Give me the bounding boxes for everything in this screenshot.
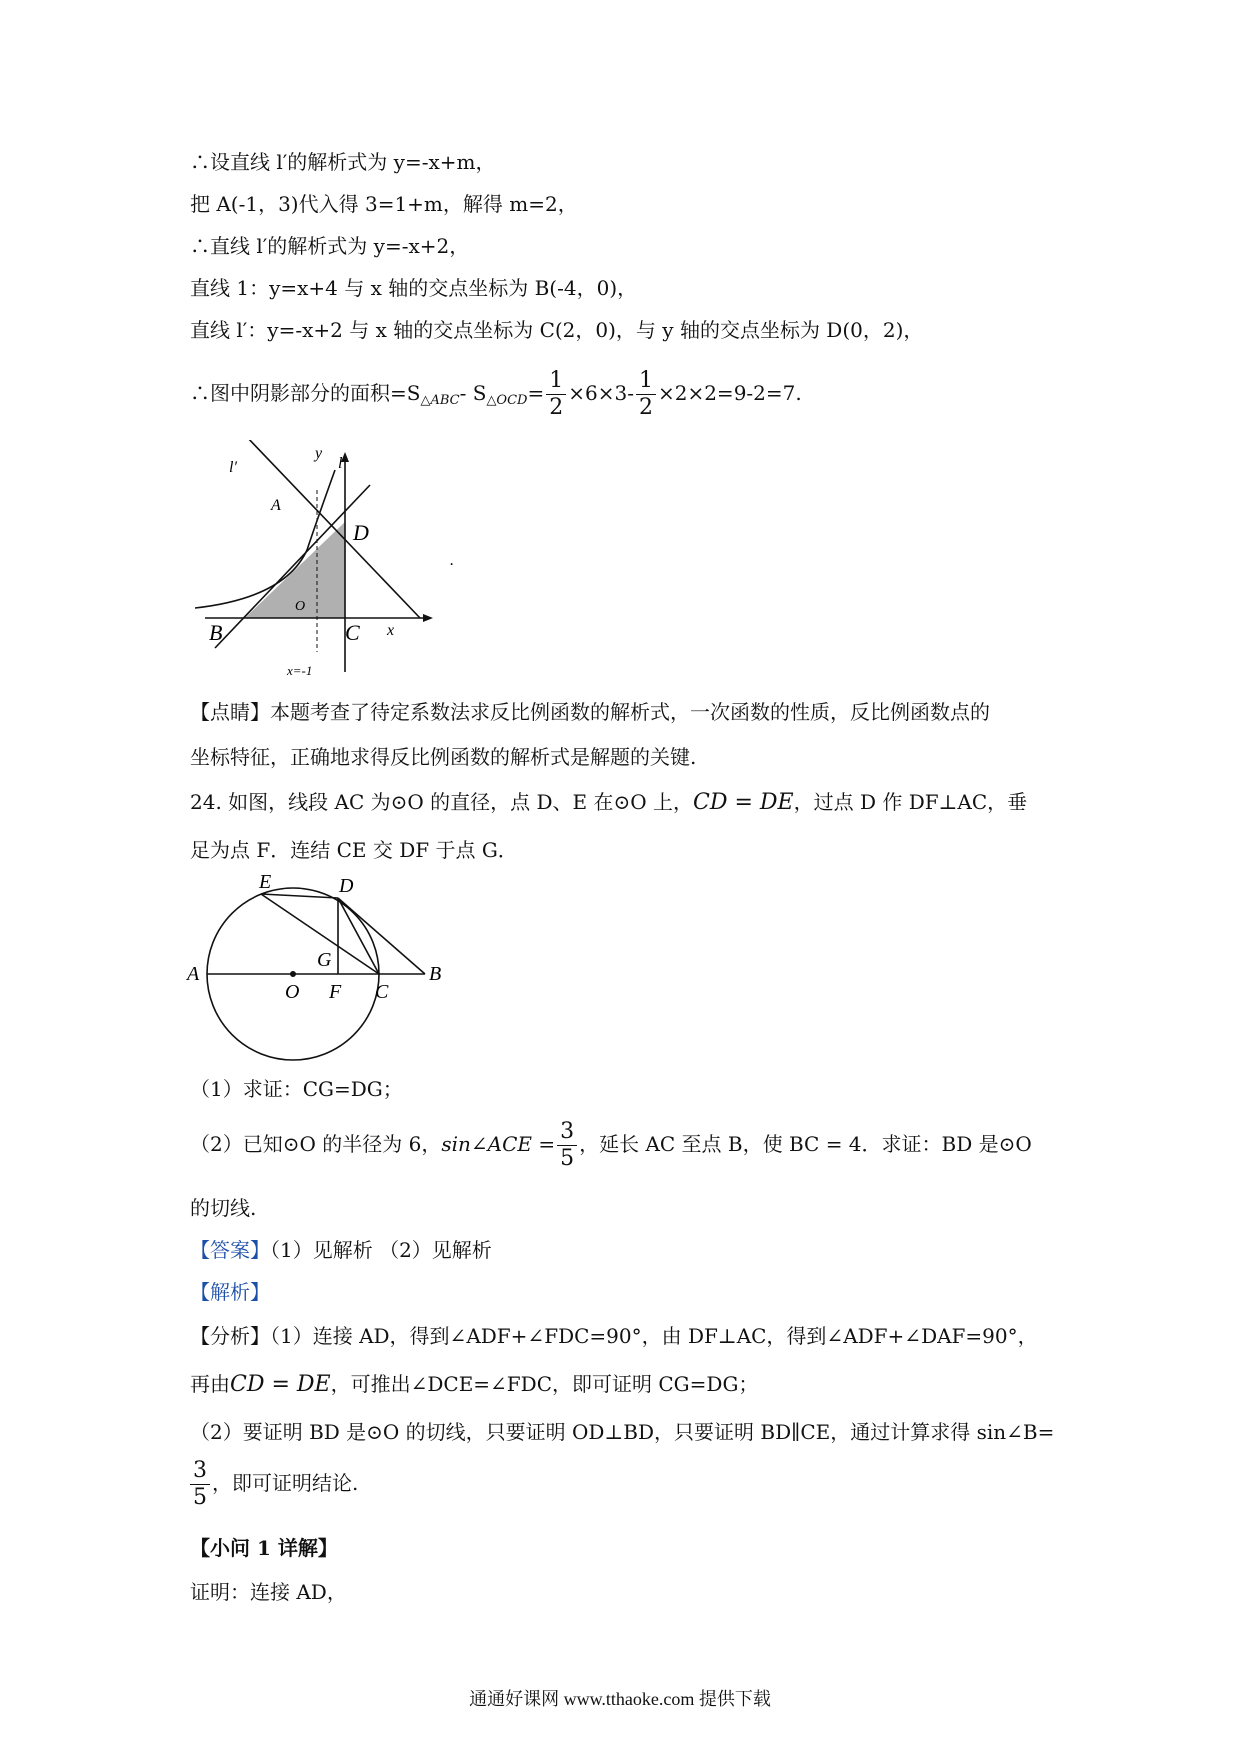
label-A: A — [271, 497, 281, 514]
proof-line-1: 证明：连接 AD， — [190, 1580, 347, 1604]
label-O: O — [295, 599, 306, 614]
sub-question-1-detail-heading: 【小问 1 详解】 — [190, 1536, 338, 1560]
chord-DC — [338, 898, 379, 974]
label-B: B — [209, 620, 223, 645]
label-D: D — [353, 520, 369, 545]
answer-tag: 【答案】 — [190, 1238, 270, 1262]
label-x: x — [387, 622, 395, 639]
analysis-line-1: 【分析】（1）连接 AD，得到∠ADF+∠FDC=90°，由 DF⊥AC，得到∠ADF+∠DAF=90°， — [190, 1324, 1038, 1348]
text-line-2: 把 A(-1，3)代入得 3=1+m，解得 m=2， — [190, 192, 578, 216]
question-24-line-1: 24. 如图，线段 AC 为⊙O 的直径，点 D、E 在⊙O 上，CD = DE，过点 D 作 DF⊥AC，垂 — [190, 790, 1028, 815]
coordinate-figure — [195, 440, 475, 680]
x-axis-arrow — [423, 614, 433, 622]
area-formula-line: ∴图中阴影部分的面积$=S_{\triangle ABC}-$ $S_{\triangle OCD}=$ $\frac{1}{2}$ ×6×3- $\frac{1}{2}$ ×2×2=9-2=7. — [190, 368, 802, 420]
fraction-half-1: $\frac{1}{2}$ — [546, 368, 566, 421]
label-E: E — [259, 871, 272, 893]
analysis-tag: 【解析】 — [190, 1280, 270, 1304]
comment-line-2: 坐标特征，正确地求得反比例函数的解析式是解题的关键. — [190, 745, 697, 769]
text-line-1: ∴设直线 l′的解析式为 y=-x+m， — [190, 150, 496, 174]
fraction-half-2: $\frac{1}{2}$ — [636, 368, 656, 421]
label-C: C — [375, 981, 389, 1003]
label-B: B — [429, 963, 442, 985]
page-footer: 通通好课网 www.tthaoke.com 提供下载 — [469, 1689, 771, 1709]
label-x-eq-neg1: x=-1 — [287, 663, 313, 678]
fraction-three-fifths: $\frac{3}{5}$ — [557, 1119, 577, 1172]
analysis-line-4: $\frac{3}{5}$ ，即可证明结论. — [190, 1455, 358, 1511]
analysis-line-3: （2）要证明 BD 是⊙O 的切线，只要证明 OD⊥BD，只要证明 BD∥CE，通过计算求得 sin∠B= — [190, 1420, 1055, 1444]
sub-question-2-line-1: （2）已知⊙O 的半径为 6，sin∠ACE = $\frac{3}{5}$ ，延长 AC 至点 B，使 BC = 4．求证：BD 是⊙O — [190, 1119, 1032, 1171]
label-l: l — [338, 455, 343, 472]
question-24-line-2: 足为点 F．连结 CE 交 DF 于点 G． — [190, 838, 518, 862]
label-l-prime: l′ — [229, 459, 237, 476]
label-A: A — [187, 963, 200, 985]
answer-line: 【答案】（1）见解析 （2）见解析 — [190, 1238, 492, 1262]
sub-question-1: （1）求证：CG=DG； — [190, 1077, 403, 1101]
text-line-3: ∴直线 l′的解析式为 y=-x+2， — [190, 234, 470, 258]
center-dot — [290, 971, 296, 977]
analysis-line-2: 再由CD = DE，可推出∠DCE=∠FDC，即可证明 CG=DG； — [190, 1372, 759, 1397]
circle-figure — [185, 870, 465, 1065]
segment-DB — [338, 898, 425, 974]
label-trailing-dot: . — [450, 552, 454, 569]
label-O: O — [285, 981, 300, 1003]
fraction-three-fifths-2: $\frac{3}{5}$ — [190, 1458, 210, 1511]
label-G: G — [317, 949, 332, 971]
label-y: y — [315, 445, 323, 462]
text-line-4: 直线 1：y=x+4 与 x 轴的交点坐标为 B(-4，0)， — [190, 276, 638, 300]
label-C: C — [345, 620, 360, 645]
sub-question-2-line-2: 的切线. — [190, 1196, 257, 1220]
text-line-5: 直线 l′：y=-x+2 与 x 轴的交点坐标为 C(2，0)，与 y 轴的交点坐标为 D(0，2)， — [190, 318, 924, 342]
label-F: F — [329, 981, 342, 1003]
comment-line-1: 【点睛】本题考查了待定系数法求反比例函数的解析式，一次函数的性质，反比例函数点的 — [190, 700, 990, 724]
label-D: D — [339, 875, 354, 897]
